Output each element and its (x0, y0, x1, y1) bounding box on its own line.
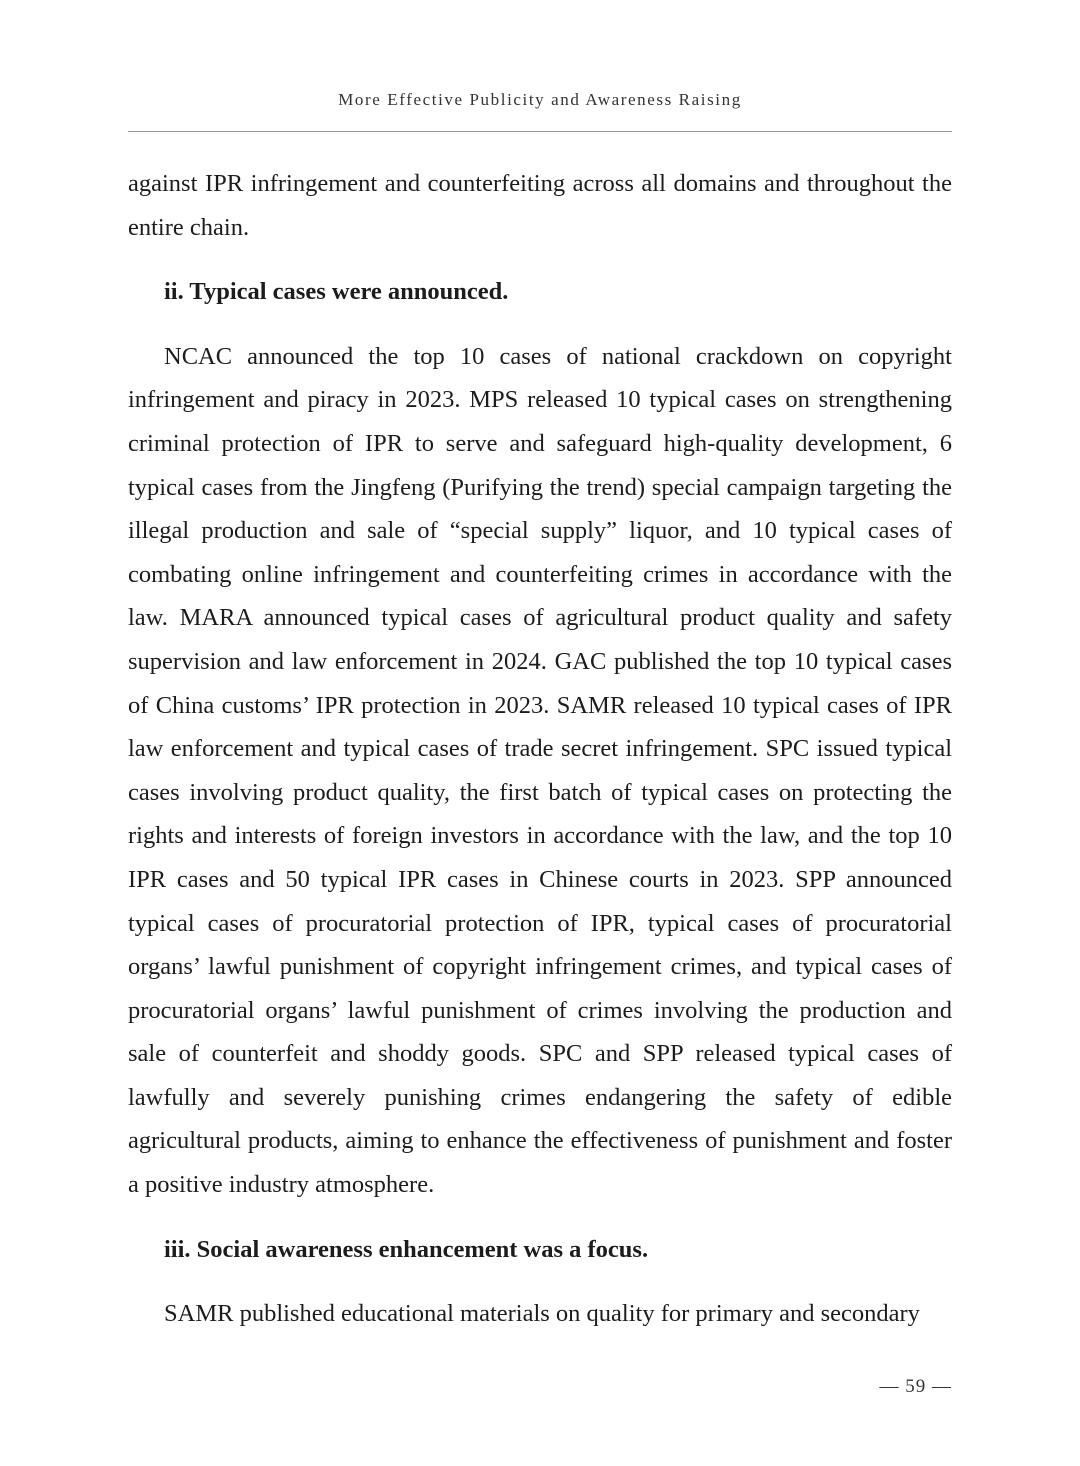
section-iii-paragraph: SAMR published educational materials on quality for primary and secondary (164, 1300, 920, 1328)
section-ii-paragraph: NCAC announced the top 10 cases of national crackdown on copyright infringement and piracy in 2023. MPS released 10 typical cases on strengthening criminal protection of IPR to serve and safeguard high-quality development, 6 typical cases from the Jingfeng (Purifying the trend) special campaign targeting the illegal production and sale of “special supply” liquor, and 10 typical cases of combating online infringement and counterfeiting crimes in accordance with the law. MARA announced typical cases of agricultural product quality and safety supervision and law enforcement in 2024. GAC published the top 10 typical cases of China customs’ IPR protection in 2023. SAMR released 10 typical cases of IPR law enforcement and typical cases of trade secret infringement. SPC issued typical cases involving product quality, the first batch of typical cases on protecting the rights and interests of foreign investors in accordance with the law, and the top 10 IPR cases and 50 typical IPR cases in Chinese courts in 2023. SPP announced typical cases of procuratorial protection of IPR, typical cases of procuratorial organs’ lawful punishment of copyright infringement crimes, and typical cases of procuratorial organs’ lawful punishment of crimes involving the production and sale of counterfeit and shoddy goods. SPC and SPP released typical cases of lawfully and severely punishing crimes endangering the safety of edible agricultural products, aiming to enhance the effectiveness of punishment and foster a positive industry atmosphere. (128, 342, 952, 1199)
section-iii-heading: iii. Social awareness enhancement was a focus. (164, 1235, 649, 1263)
header-divider (128, 131, 952, 132)
section-ii-heading: ii. Typical cases were announced. (164, 278, 509, 306)
continued-paragraph: against IPR infringement and counterfeiting across all domains and throughout the entire chain. (128, 170, 952, 241)
page-number: — 59 — (879, 1376, 952, 1397)
page-body (128, 162, 952, 1357)
running-header: More Effective Publicity and Awareness Raising (338, 90, 742, 109)
